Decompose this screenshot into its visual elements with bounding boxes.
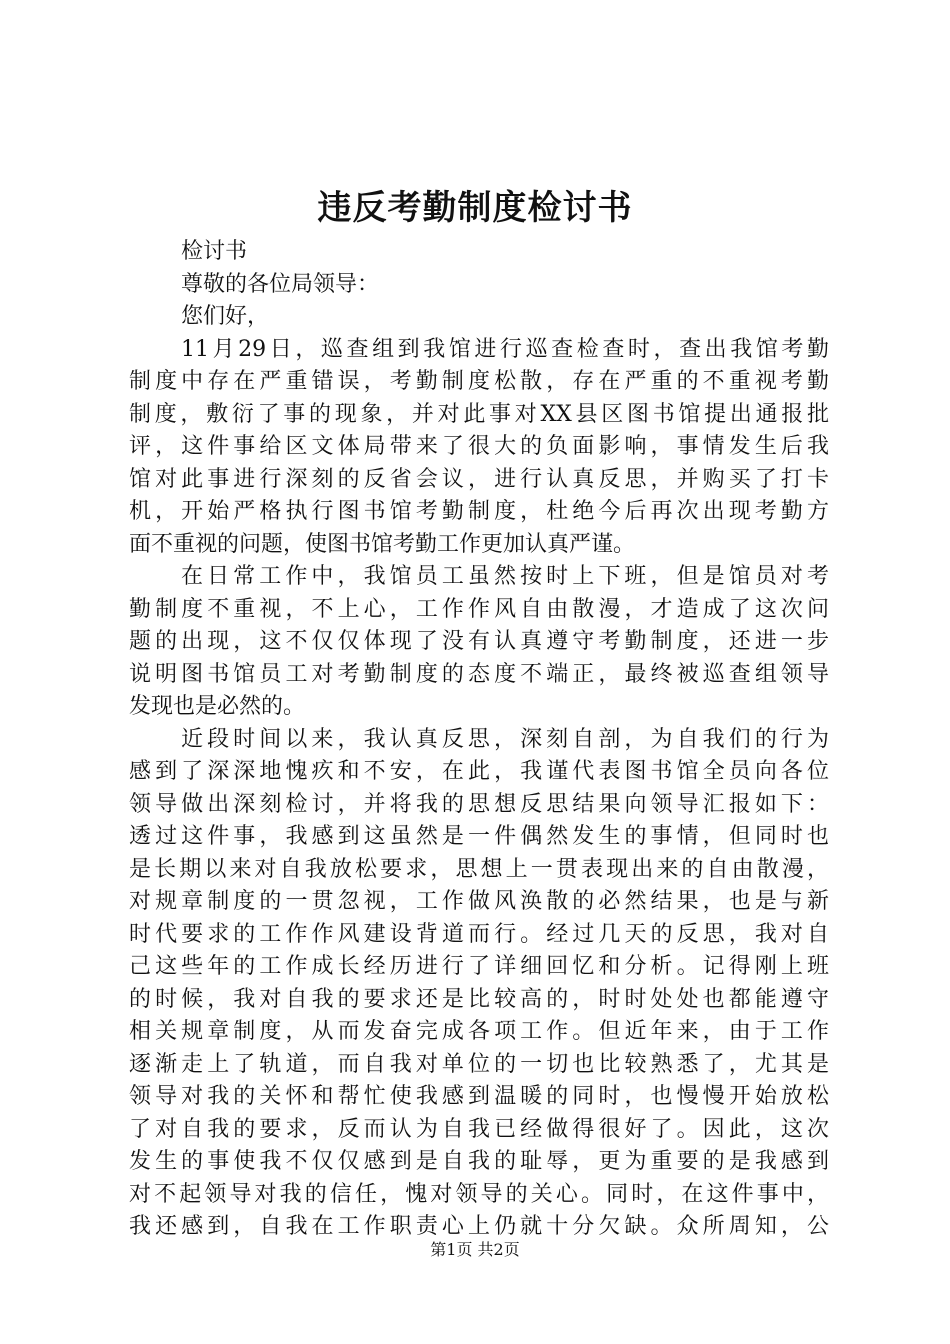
text-line: 对不起领导对我的信任，愧对领导的关心。同时，在这件事中， <box>129 1181 829 1207</box>
text-line: 制度，敷衍了事的现象，并对此事对XX县区图书馆提出通报批 <box>129 401 829 427</box>
text-line: 相关规章制度，从而发奋完成各项工作。但近年来，由于工作 <box>129 1019 829 1044</box>
text-line: 是长期以来对自我放松要求，思想上一贯表现出来的自由散漫， <box>129 856 829 882</box>
text-line: 馆对此事进行深刻的反省会议，进行认真反思，并购买了打卡 <box>129 466 829 492</box>
text-line: 机，开始严格执行图书馆考勤制度，杜绝今后再次出现考勤方 <box>129 499 829 524</box>
text-line: 近段时间以来，我认真反思，深刻自剖，为自我们的行为 <box>181 726 829 752</box>
text-line: 领导对我的关怀和帮忙使我感到温暖的同时，也慢慢开始放松 <box>129 1084 829 1109</box>
text-line: 11月29日，巡查组到我馆进行巡查检查时，查出我馆考勤 <box>181 336 829 362</box>
document-title: 违反考勤制度检讨书 <box>317 188 633 228</box>
text-line: 评，这件事给区文体局带来了很大的负面影响，事情发生后我 <box>129 434 829 459</box>
text-line: 您们好， <box>181 304 270 329</box>
text-line: 对规章制度的一贯忽视，工作做风涣散的必然结果，也是与新 <box>129 889 829 914</box>
text-line: 面不重视的问题，使图书馆考勤工作更加认真严谨。 <box>129 531 636 557</box>
text-line: 说明图书馆员工对考勤制度的态度不端正，最终被巡查组领导 <box>129 661 829 687</box>
text-line: 在日常工作中，我馆员工虽然按时上下班，但是馆员对考 <box>181 564 829 589</box>
text-line: 逐渐走上了轨道，而自我对单位的一切也比较熟悉了，尤其是 <box>129 1051 829 1077</box>
text-line: 勤制度不重视，不上心，工作作风自由散漫，才造成了这次问 <box>129 596 829 622</box>
text-line: 领导做出深刻检讨，并将我的思想反思结果向领导汇报如下： <box>129 791 829 817</box>
text-line: 制度中存在严重错误，考勤制度松散，存在严重的不重视考勤 <box>129 369 829 394</box>
text-line: 尊敬的各位局领导： <box>181 271 380 297</box>
text-line: 题的出现，这不仅仅体现了没有认真遵守考勤制度，还进一步 <box>129 629 829 654</box>
text-line: 己这些年的工作成长经历进行了详细回忆和分析。记得刚上班 <box>129 954 829 979</box>
text-line: 的时候，我对自我的要求还是比较高的，时时处处也都能遵守 <box>129 986 829 1012</box>
text-line: 发现也是必然的。 <box>129 694 306 719</box>
page-footer: 第1页 共2页 <box>430 1240 520 1259</box>
text-line: 我还感到，自我在工作职责心上仍就十分欠缺。众所周知，公 <box>129 1214 829 1239</box>
text-line: 时代要求的工作作风建设背道而行。经过几天的反思，我对自 <box>129 921 829 947</box>
text-line: 了对自我的要求，反而认为自我已经做得很好了。因此，这次 <box>129 1116 829 1142</box>
text-line: 检讨书 <box>181 239 248 264</box>
document-body <box>129 236 829 1244</box>
text-line: 发生的事使我不仅仅感到是自我的耻辱，更为重要的是我感到 <box>129 1149 829 1174</box>
text-line: 透过这件事，我感到这虽然是一件偶然发生的事情，但同时也 <box>129 824 829 849</box>
text-line: 感到了深深地愧疚和不安，在此，我谨代表图书馆全员向各位 <box>129 759 829 784</box>
